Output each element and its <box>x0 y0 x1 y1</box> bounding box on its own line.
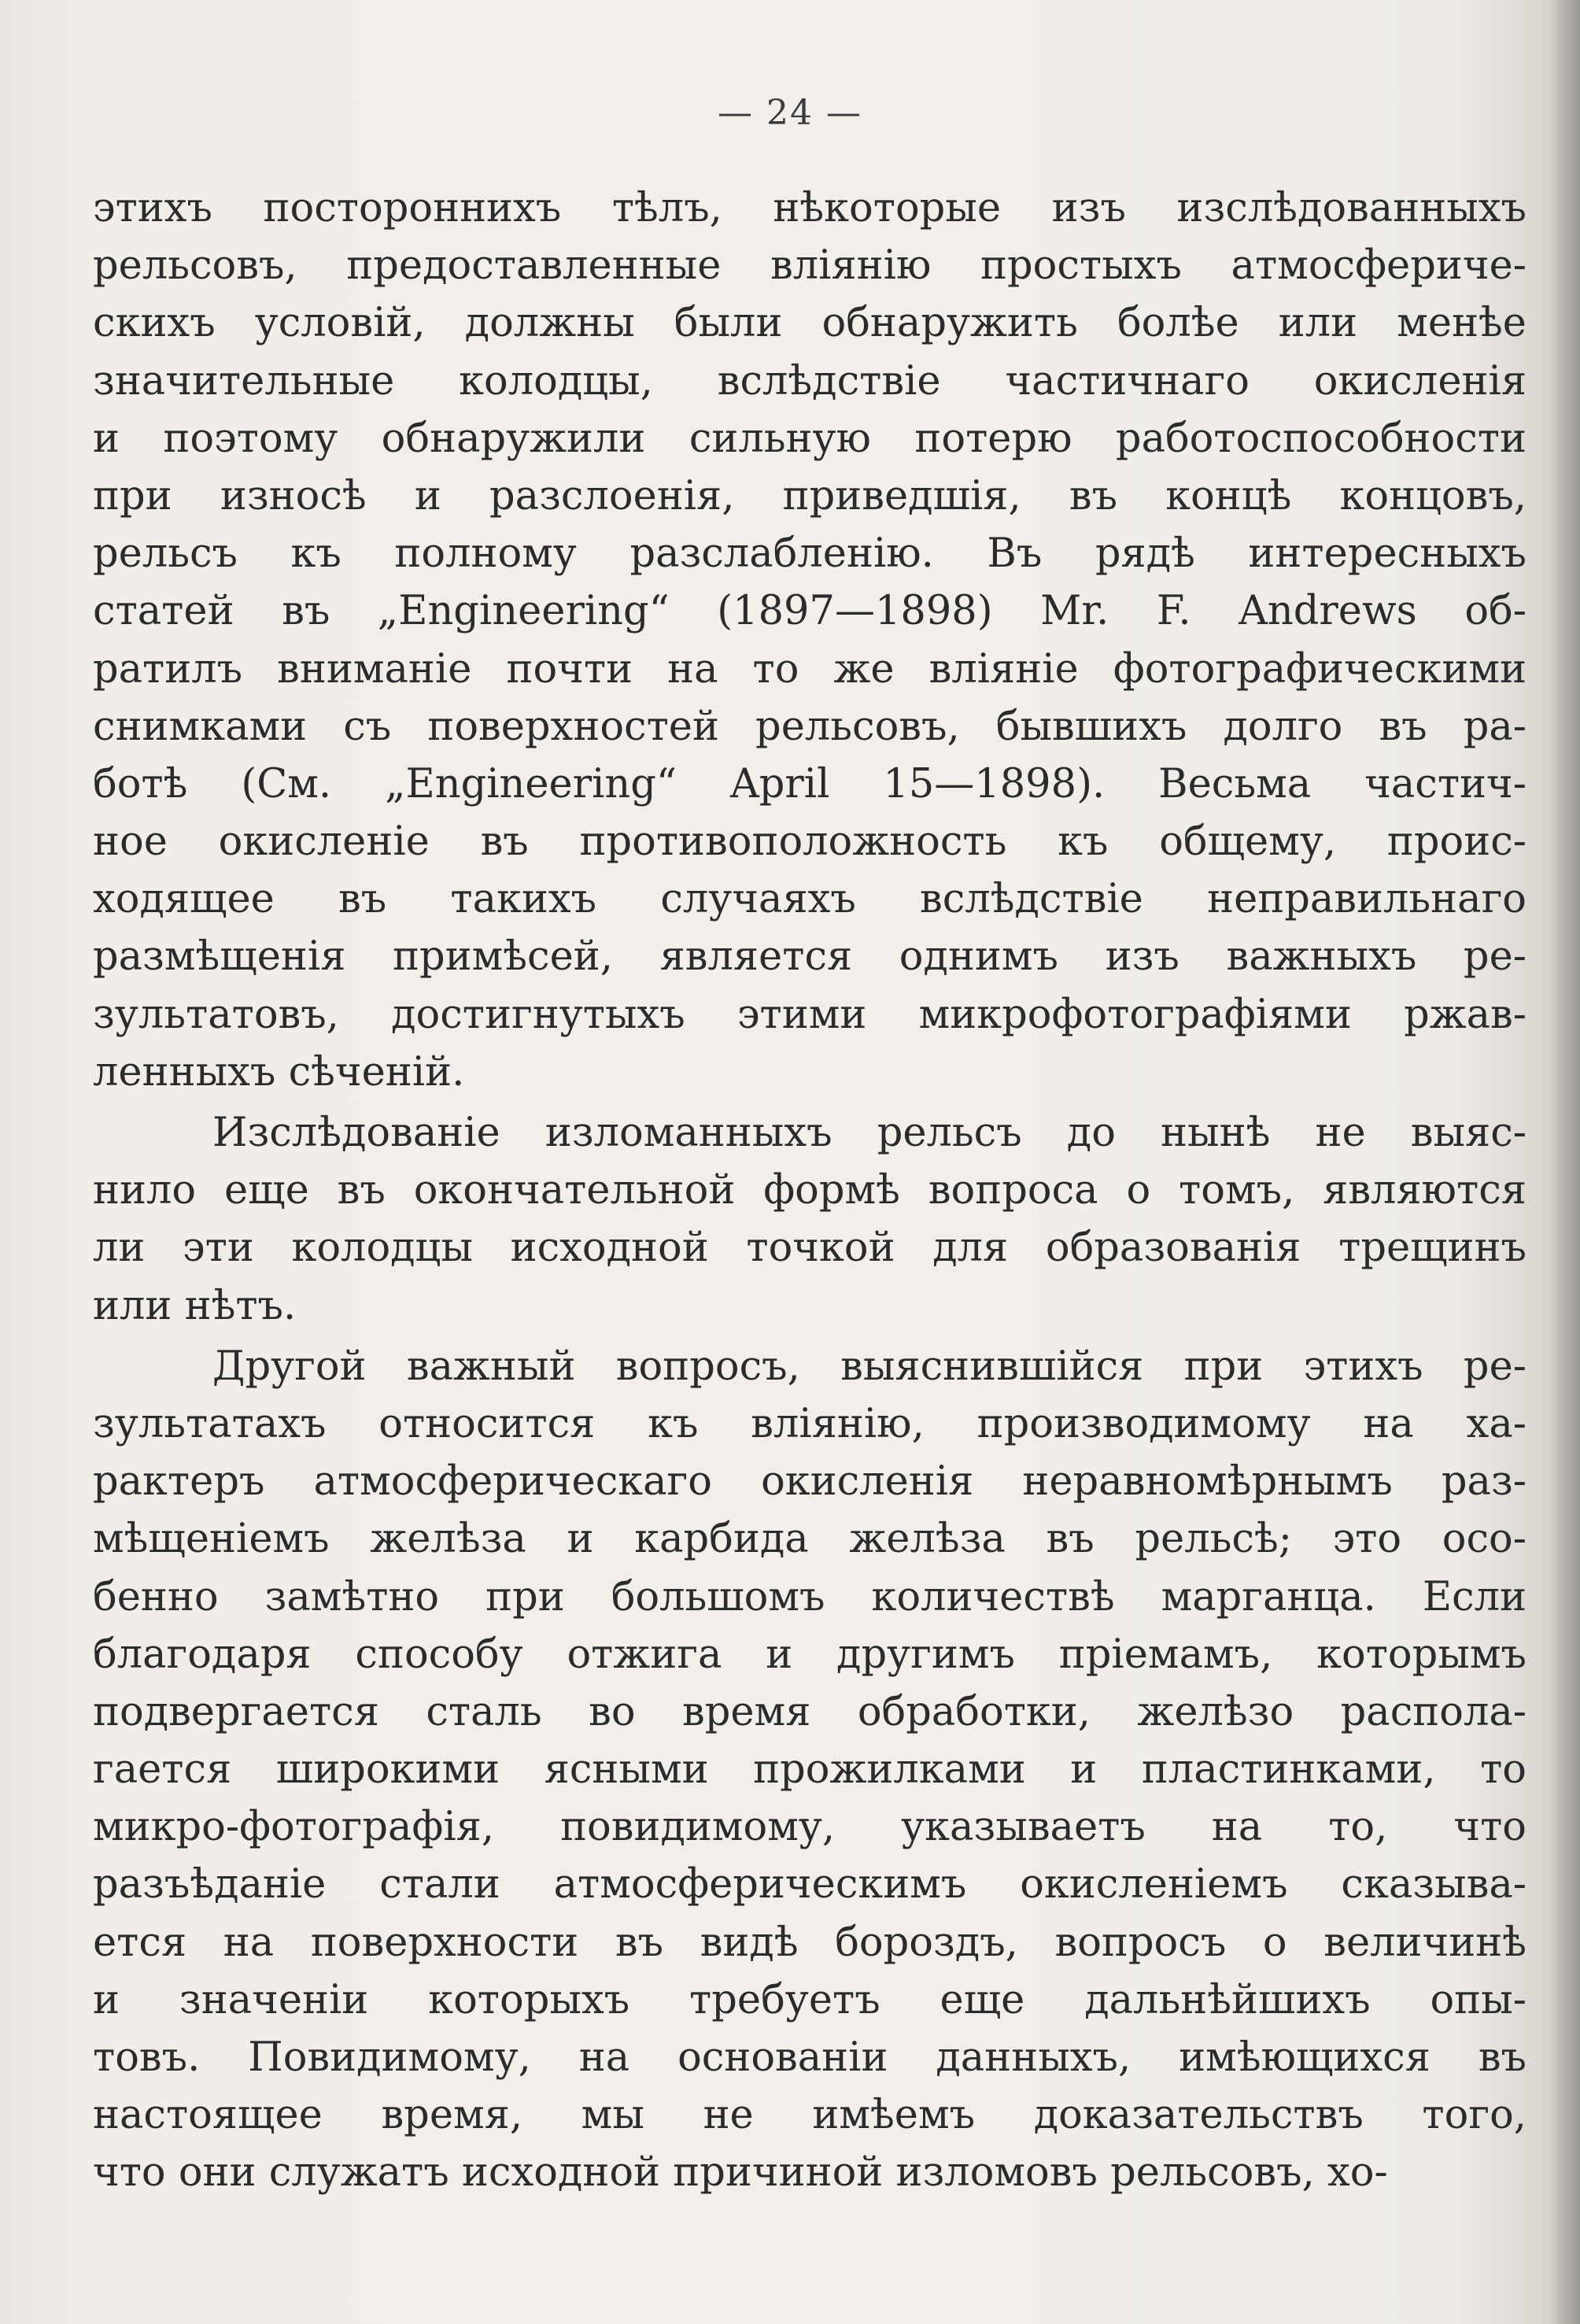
text-line: статей въ „Engineering“ (1897—1898) Mr. F. Andrews об- <box>93 588 1526 635</box>
text-line: благодаря способу отжига и другимъ пріемамъ, которымъ <box>93 1631 1526 1678</box>
text-line: рельсъ къ полному разслабленію. Въ рядѣ интересныхъ <box>93 530 1526 578</box>
body-text <box>93 179 1526 2202</box>
text-line: зультатовъ, достигнутыхъ этими микрофотографіями ржав- <box>93 991 1526 1038</box>
text-line: при износѣ и разслоенія, приведшія, въ концѣ концовъ, <box>93 472 1526 519</box>
text-line: и поэтому обнаружили сильную потерю работоспособности <box>93 415 1526 462</box>
text-line: и значеніи которыхъ требуетъ еще дальнѣйшихъ опы- <box>93 1976 1526 2023</box>
text-line: размѣщенія примѣсей, является однимъ изъ важныхъ ре- <box>93 933 1526 981</box>
text-line: что они служатъ исходной причиной изломовъ рельсовъ, хо- <box>93 2149 1388 2197</box>
text-line: снимками съ поверхностей рельсовъ, бывшихъ долго въ ра- <box>93 703 1526 750</box>
text-line: или нѣтъ. <box>93 1282 297 1329</box>
text-line: бенно замѣтно при большомъ количествѣ марганца. Если <box>93 1573 1526 1620</box>
paragraph <box>93 1104 1526 1335</box>
text-line: зультатахъ относится къ вліянію, производимому на ха- <box>93 1400 1526 1447</box>
text-line: настоящее время, мы не имѣемъ доказательствъ того, <box>93 2092 1526 2139</box>
text-line: ходящее въ такихъ случаяхъ вслѣдствіе неправильнаго <box>93 876 1526 923</box>
text-line: гается широкими ясными прожилками и пластинками, то <box>93 1746 1526 1794</box>
page-number: — 24 — <box>718 93 862 133</box>
text-line: Изслѣдованіе изломанныхъ рельсъ до нынѣ не выяс- <box>212 1110 1526 1156</box>
text-line: ботѣ (См. „Engineering“ April 15—1898). Весьма частич- <box>93 760 1526 807</box>
text-line: Другой важный вопросъ, выяснившійся при этихъ ре- <box>212 1343 1526 1390</box>
text-line: значительные колодцы, вслѣдствіе частичнаго окисленія <box>93 357 1526 405</box>
text-line: ли эти колодцы исходной точкой для образованія трещинъ <box>93 1225 1526 1272</box>
text-line: разъѣданіе стали атмосферическимъ окисленіемъ сказыва- <box>93 1861 1526 1908</box>
text-line: мѣщеніемъ желѣза и карбида желѣза въ рельсѣ; это осо- <box>93 1516 1526 1563</box>
text-line: подвергается сталь во время обработки, желѣзо распола- <box>93 1688 1526 1735</box>
text-line: рельсовъ, предоставленные вліянію простыхъ атмосфериче- <box>93 242 1526 290</box>
paragraph <box>93 179 1526 1101</box>
text-line: ленныхъ сѣченій. <box>93 1048 465 1095</box>
text-line: рактеръ атмосферическаго окисленія неравномѣрнымъ раз- <box>93 1458 1526 1506</box>
text-line: микро-фотографія, повидимому, указываетъ на то, что <box>93 1804 1526 1851</box>
paragraph <box>93 1338 1526 2202</box>
page-edge-shadow <box>1550 0 1580 2324</box>
text-line: этихъ постороннихъ тѣлъ, нѣкоторые изъ изслѣдованныхъ <box>93 185 1526 231</box>
text-line: скихъ условій, должны были обнаружить болѣе или менѣе <box>93 300 1526 347</box>
text-line: ется на поверхности въ видѣ бороздъ, вопросъ о величинѣ <box>93 1919 1526 1966</box>
text-line: товъ. Повидимому, на основаніи данныхъ, имѣющихся въ <box>93 2034 1526 2081</box>
text-line: нило еще въ окончательной формѣ вопроса о томъ, являются <box>93 1167 1526 1214</box>
text-line: ное окисленіе въ противоположность къ общему, проис- <box>93 818 1526 866</box>
text-line: ратилъ вниманіе почти на то же вліяніе фотографическими <box>93 645 1526 693</box>
